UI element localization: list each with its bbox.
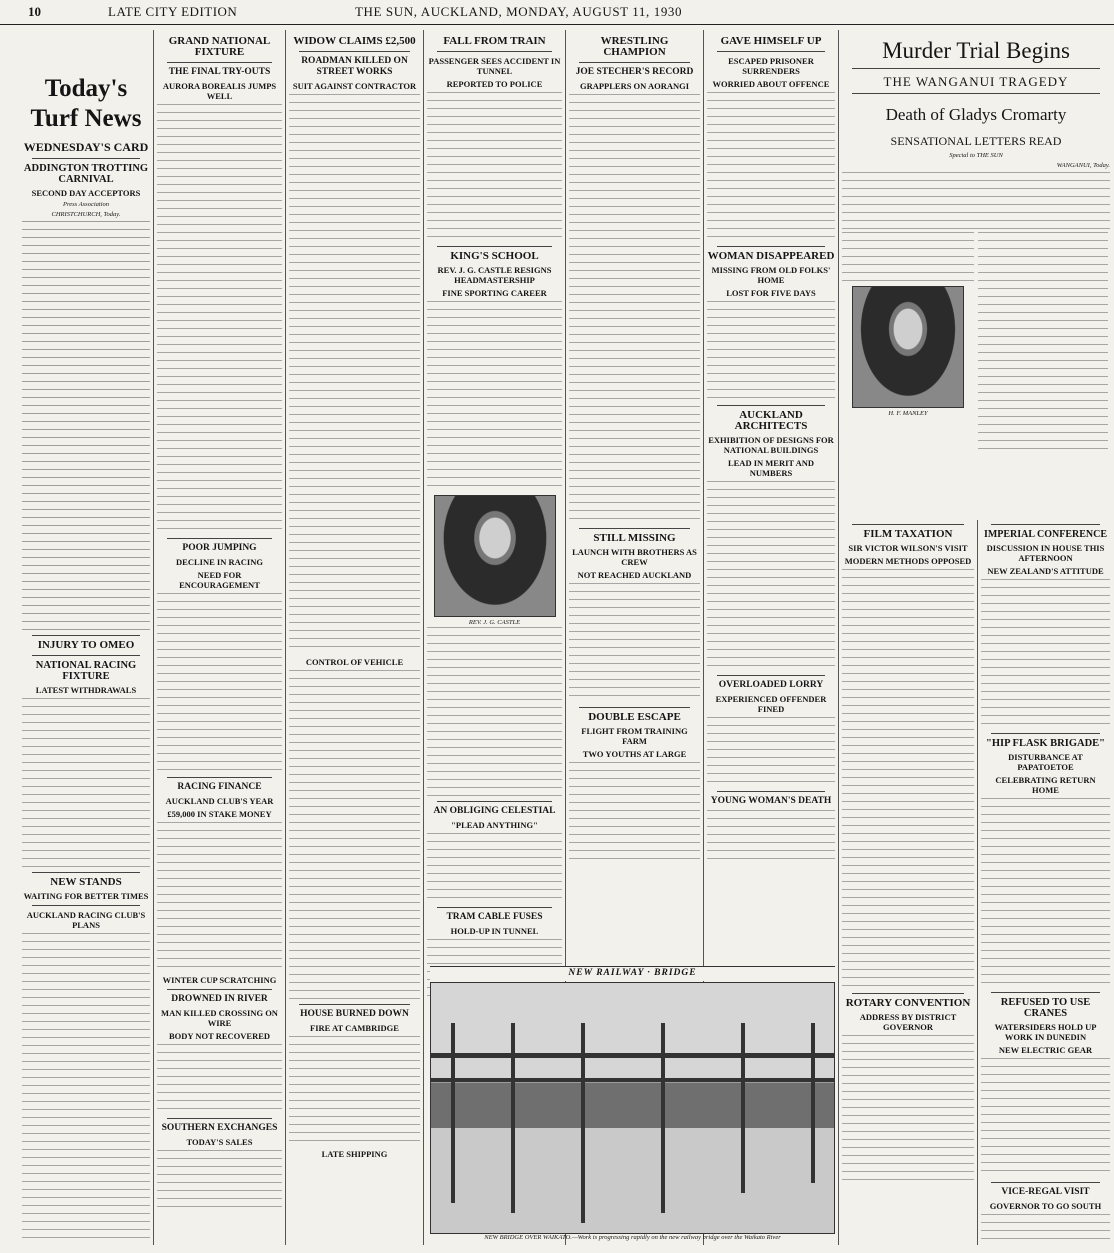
article-body [427,833,562,903]
masthead [0,0,1114,25]
article-body [157,593,282,773]
subhead-modern: MODERN METHODS OPPOSED [844,556,972,566]
subhead-discussion: DISCUSSION IN HOUSE THIS AFTERNOON [986,543,1105,563]
subhead-need: NEED FOR ENCOURAGEMENT [179,570,260,590]
column-rule [153,30,154,1245]
column-rule [838,30,839,1245]
article-body [289,670,420,1000]
column-widow [289,30,420,1245]
subhead-passenger: PASSENGER SEES ACCIDENT IN TUNNEL [428,56,561,76]
headline-murder: Murder Trial Begins [882,38,1070,63]
headline-widow: WIDOW CLAIMS £2,500 [293,35,416,47]
article-body [157,1150,282,1210]
bridge-photo [430,982,835,1234]
dateline: WANGANUI, Today. [1056,162,1110,170]
article-body [707,301,835,401]
headline-national: NATIONAL RACING FIXTURE [35,660,137,683]
subhead-holdup: HOLD-UP IN TUNNEL [450,926,539,937]
column-film-taxation [842,520,974,1245]
bridge-title: NEW RAILWAY · BRIDGE [568,968,697,978]
headline-wrestling: WRESTLING CHAMPION [600,35,669,58]
headline-young-woman: YOUNG WOMAN'S DEATH [710,796,832,806]
headline-drowned: DROWNED IN RIVER [171,994,268,1004]
subhead-launch: LAUNCH WITH BROTHERS AS CREW [572,547,697,567]
bridge-title-bar [430,966,835,981]
turf-news-title: Today's Turf News [30,75,142,132]
headline-woman: WOMAN DISAPPEARED [707,250,835,262]
headline-addington: ADDINGTON TROTTING CARNIVAL [23,163,149,185]
headline-gave: GAVE HIMSELF UP [720,35,822,47]
column-grand-national [157,30,282,1245]
subhead-fine: FINE SPORTING CAREER [442,288,547,298]
headline-house: HOUSE BURNED DOWN [300,1009,409,1019]
subhead-worried: WORRIED ABOUT OFFENCE [712,79,830,89]
subhead-decline: DECLINE IN RACING [176,557,263,567]
article-body [707,481,835,671]
subhead-control: CONTROL OF VEHICLE [305,657,404,667]
headline-film: FILM TAXATION [863,528,953,540]
column-imperial [981,520,1110,1245]
headline-stecher: JOE STECHER'S RECORD [575,67,694,77]
article-body [981,798,1110,988]
subhead-celebrating: CELEBRATING RETURN HOME [995,775,1096,795]
article-body [842,569,974,989]
subhead-missing: MISSING FROM OLD FOLKS' HOME [711,265,831,285]
dateline: Special to THE SUN [949,152,1003,159]
subhead-escaped: ESCAPED PRISONER SURRENDERS [728,56,814,76]
headline-southern: SOUTHERN EXCHANGES [161,1123,278,1133]
headline-racing-finance: RACING FINANCE [177,782,262,792]
subhead-lead: LEAD IN MERIT AND NUMBERS [727,458,815,478]
subhead-exhibition: EXHIBITION OF DESIGNS FOR NATIONAL BUILDINGS [708,435,834,455]
dateline: Press Association [62,201,110,208]
subhead-sir-victor: SIR VICTOR WILSON'S VISIT [848,543,968,553]
subhead-anything: "PLEAD ANYTHING" [451,820,538,831]
article-body [157,104,282,534]
subhead-gear: NEW ELECTRIC GEAR [998,1045,1093,1055]
headline-new-stands: NEW STANDS [50,876,122,889]
photo-caption: H. F. MANLEY [888,410,928,418]
article-body [842,232,974,282]
article-body [707,92,835,242]
headline-wanganui: THE WANGANUI TRAGEDY [883,74,1069,89]
column-murder-trial [842,30,1110,490]
subhead-body: BODY NOT RECOVERED [168,1031,271,1041]
subhead-lost: LOST FOR FIVE DAYS [726,288,816,298]
subhead-late-shipping: LATE SHIPPING [321,1149,388,1159]
headline-roadman: ROADMAN KILLED ON STREET WORKS [301,56,408,77]
subhead-acy: AUCKLAND CLUB'S YEAR [165,796,274,806]
column-turf-news [22,30,150,1245]
article-body [569,583,700,703]
page-number: 10 [28,4,41,19]
subhead-disturbance: DISTURBANCE AT PAPATOETOE [1008,752,1083,772]
article-body [981,579,1110,729]
subhead-flight: FLIGHT FROM TRAINING FARM [581,726,688,746]
article-body [707,717,835,787]
subhead-two-youths: TWO YOUTHS AT LARGE [582,749,687,759]
article-body [289,94,420,654]
article-body [22,698,150,868]
photo-caption: REV. J. G. CASTLE [468,619,521,626]
subhead-grapplers: GRAPPLERS ON AORANGI [579,81,690,91]
column-rule [423,30,424,1245]
headline-final-tryouts: THE FINAL TRY-OUTS [168,67,271,77]
article-body [22,933,150,1245]
headline-still-missing: STILL MISSING [593,532,676,544]
subhead-arc-plans: AUCKLAND RACING CLUB'S PLANS [26,910,146,931]
headline-death: Death of Gladys Cromarty [885,105,1067,124]
headline-rotary: ROTARY CONVENTION [845,997,971,1009]
article-body [427,627,562,797]
subhead-aurora: AURORA BOREALIS JUMPS WELL [162,81,277,101]
subhead-not-reached: NOT REACHED AUCKLAND [577,570,692,580]
article-body [569,762,700,862]
headline-refused: REFUSED TO USE CRANES [1000,997,1091,1019]
article-body [569,94,700,524]
subhead-suit: SUIT AGAINST CONTRACTOR [292,81,417,91]
subhead-reported: REPORTED TO POLICE [446,79,543,89]
dateline: CHRISTCHURCH, Today. [51,211,121,219]
article-body [427,92,562,242]
headline-hip-flask: "HIP FLASK BRIGADE" [985,738,1105,749]
headline-fall: FALL FROM TRAIN [443,35,546,47]
article-body [157,1044,282,1114]
headline-injury: INJURY TO OMEO [37,639,135,652]
headline-imperial: IMPERIAL CONFERENCE [983,529,1108,540]
article-body [842,172,1110,232]
article-body [157,822,282,972]
article-body [981,1058,1110,1178]
headline-wednesday: WEDNESDAY'S CARD [23,140,149,154]
subhead-sensational: SENSATIONAL LETTERS READ [890,134,1062,148]
subhead-sales: TODAY'S SALES [186,1137,253,1147]
acceptor-lists [22,221,150,631]
subhead-watersiders: WATERSIDERS HOLD UP WORK IN DUNEDIN [994,1022,1097,1042]
headline-viceregal: VICE-REGAL VISIT [1001,1187,1090,1197]
headline-grand-national: GRAND NATIONAL FIXTURE [168,35,271,58]
bridge-caption: NEW BRIDGE OVER WAIKATO.—Work is progressing rapidly on the new railway bridge over the Waikato River [484,1234,781,1241]
article-body [842,1035,974,1185]
article-body [427,301,562,491]
subhead-waiting: WAITING FOR BETTER TIMES [23,891,149,902]
manley-photo [852,286,964,408]
subhead-address: ADDRESS BY DISTRICT GOVERNOR [859,1012,957,1032]
headline-poor-jumping: POOR JUMPING [182,543,257,553]
subhead-experienced: EXPERIENCED OFFENDER FINED [715,694,827,714]
headline-architects: AUCKLAND ARCHITECTS [734,409,808,432]
headline-kings-school: KING'S SCHOOL [450,250,539,262]
column-rule [285,30,286,1245]
subhead-latest: LATEST WITHDRAWALS [35,685,137,696]
edition-label: LATE CITY EDITION [108,4,238,19]
article-body [978,232,1108,452]
headline-overloaded: OVERLOADED LORRY [718,680,824,690]
subhead-winter: WINTER CUP SCRATCHING [162,975,277,985]
subhead-stake: £59,000 IN STAKE MONEY [167,809,272,819]
headline-celestial: AN OBLIGING CELESTIAL [433,806,556,817]
newspaper-title: THE SUN, AUCKLAND, MONDAY, AUGUST 11, 1930 [355,4,683,19]
subhead-attitude: NEW ZEALAND'S ATTITUDE [987,566,1104,576]
subhead-fire: FIRE AT CAMBRIDGE [310,1023,399,1033]
article-body [289,1036,420,1146]
subhead-second-day: SECOND DAY ACCEPTORS [31,188,141,198]
subhead-governor: GOVERNOR TO GO SOUTH [989,1201,1102,1211]
article-body [707,810,835,860]
castle-photo [434,495,556,617]
headline-double-escape: DOUBLE ESCAPE [588,711,681,723]
article-body [981,1214,1110,1245]
headline-tram: TRAM CABLE FUSES [446,912,543,923]
column-rule [977,520,978,1245]
subhead-castle: REV. J. G. CASTLE RESIGNS HEADMASTERSHIP [437,265,552,285]
subhead-man-killed: MAN KILLED CROSSING ON WIRE [161,1008,278,1028]
